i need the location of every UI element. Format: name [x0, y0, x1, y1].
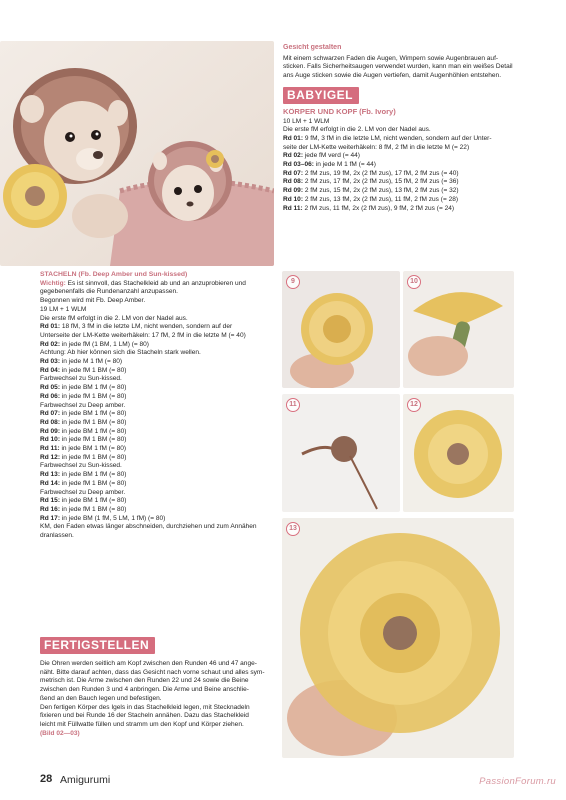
step-number-badge: 9	[286, 275, 300, 289]
round-line	[283, 135, 558, 144]
intro-line: Die erste fM erfolgt in die 2. LM von der Nadel aus.	[283, 126, 431, 134]
babyigel-banner: BABYIGEL	[283, 87, 359, 104]
round-label: Rd 02:	[40, 340, 61, 348]
fertig-line: näht. Bitte darauf achten, dass das Gesicht nach vorne schaut und alles sym-	[40, 668, 265, 676]
stacheln-line	[40, 480, 272, 489]
fertig-line: Die Ohren werden seitlich am Kopf zwischen den Runden 46 und 47 ange-	[40, 660, 257, 667]
stacheln-line	[40, 436, 272, 445]
step-number-badge: 11	[286, 398, 300, 412]
stacheln-line	[40, 297, 272, 306]
line-text: in jede fM 1 BM (= 80)	[60, 479, 127, 487]
step-photo-10	[403, 271, 514, 388]
stacheln-line	[40, 506, 272, 515]
step-photo-13	[282, 518, 514, 758]
warn-label: Wichtig:	[40, 279, 66, 287]
round-text: 2 fM zus, 15 fM, 2x (2 fM zus), 13 fM, 2 fM zus (= 32)	[303, 187, 459, 195]
stacheln-line	[40, 515, 272, 524]
line-text: in jede fM 1 BM (= 80)	[60, 392, 127, 400]
stacheln-line	[40, 384, 272, 393]
stacheln-line	[40, 288, 272, 297]
line-text: 18 fM, 3 fM in die letzte LM, nicht wenden, sondern auf der	[60, 323, 233, 331]
hero-photo-illustration	[0, 41, 274, 266]
page-number: 28	[40, 773, 53, 785]
round-text: seite der LM-Kette weiterhäkeln: 8 fM, 2 fM in die letzte M (= 22)	[283, 143, 470, 151]
stacheln-lines	[40, 288, 272, 540]
round-text: jede fM verd (= 44)	[303, 152, 360, 160]
stacheln-line	[40, 410, 272, 419]
watermark: PassionForum.ru	[479, 776, 556, 787]
face-line: Mit einem schwarzen Faden die Augen, Wimpern sowie Augenbrauen auf-	[283, 54, 499, 62]
face-line: sticken. Falls Sicherheitsaugen verwendet wurden, kann man ein weißes Detail	[283, 63, 513, 71]
line-text: dranlassen.	[40, 532, 74, 540]
line-text: Unterseite der LM-Kette weiterhäkeln: 17 fM, 2 fM in die letzte M (= 40)	[40, 331, 246, 339]
round-line	[283, 144, 558, 153]
line-text: Farbwechsel zu Sun-kissed.	[40, 375, 122, 383]
line-text: 19 LM + 1 WLM	[40, 305, 87, 313]
round-label: Rd 08:	[283, 178, 304, 186]
fertig-line: metrisch ist. Die Arme zwischen den Runden 22 und 24 sowie die Beine	[40, 677, 249, 685]
round-label: Rd 08:	[40, 418, 61, 426]
round-label: Rd 15:	[40, 497, 61, 505]
stacheln-line	[40, 349, 272, 358]
line-text: Die erste fM erfolgt in die 2. LM von der Nadel aus.	[40, 314, 188, 322]
stacheln-section	[40, 271, 272, 541]
line-text: in jede BM 1 fM (= 80)	[60, 427, 127, 435]
hero-photo-hedgehogs	[0, 41, 274, 266]
line-text: in jede BM 1 fM (= 80)	[60, 471, 127, 479]
fertig-line: fixieren und bei Runde 16 der Stacheln annähen. Dazu das Stachelkleid	[40, 712, 249, 720]
step-9-illustration	[282, 271, 400, 388]
warn-text: Es ist sinnvoll, das Stachelkleid ab und an anzuprobieren und	[65, 279, 246, 287]
stacheln-line	[40, 367, 272, 376]
round-text: 2 fM zus, 19 fM, 2x (2 fM zus), 17 fM, 2 fM zus (= 40)	[303, 169, 459, 177]
stacheln-line	[40, 393, 272, 402]
fertig-line: ßend an den Bauch legen und befestigen.	[40, 694, 162, 702]
round-text: 2 fM zus, 13 fM, 2x (2 fM zus), 11 fM, 2 fM zus (= 28)	[303, 195, 459, 203]
round-label: Rd 17:	[40, 514, 61, 522]
round-line	[283, 170, 558, 179]
round-label: Rd 11:	[40, 445, 60, 453]
step-photo-9	[282, 271, 400, 388]
fertig-line: zwischen den Runden 3 und 4 anbringen. Die Arme und Beine anschlie-	[40, 686, 249, 694]
round-line	[283, 187, 558, 196]
round-label: Rd 02:	[283, 152, 304, 160]
line-text: Farbwechsel zu Deep amber.	[40, 401, 126, 409]
line-text: in jede BM 1 fM (= 80)	[60, 410, 127, 418]
round-label: Rd 11:	[283, 204, 303, 212]
stacheln-line	[40, 375, 272, 384]
round-line	[283, 161, 558, 170]
fertig-line: Den fertigen Körper des Igels in das Stachelkleid legen, mit Stecknadeln	[40, 703, 250, 711]
round-label: Rd 01:	[40, 323, 61, 331]
fertigstellen-section	[40, 637, 272, 738]
round-label: Rd 03–06:	[283, 161, 314, 169]
subheading-color: (Fb. Ivory)	[359, 107, 396, 116]
round-line	[283, 196, 558, 205]
round-text: 9 fM, 3 fM in die letzte LM, nicht wenden, sondern auf der Unter-	[303, 134, 492, 142]
step-number-badge: 13	[286, 522, 300, 536]
line-text: in jede fM (1 BM, 1 LM) (= 80)	[60, 340, 149, 348]
stacheln-line	[40, 323, 272, 332]
round-text: 2 fM zus, 17 fM, 2x (2 fM zus), 15 fM, 2 fM zus (= 36)	[303, 178, 459, 186]
step-13-illustration	[282, 518, 514, 758]
fertigstellen-banner: FERTIGSTELLEN	[40, 637, 155, 654]
step-12-illustration	[403, 394, 514, 512]
round-label: Rd 14:	[40, 479, 61, 487]
round-label: Rd 10:	[40, 436, 61, 444]
stacheln-line	[40, 358, 272, 367]
right-top-text	[283, 44, 558, 213]
line-text: in jede M 1 fM (= 80)	[60, 358, 123, 366]
line-text: in jede BM (1 fM, 5 LM, 1 fM) (= 80)	[60, 514, 166, 522]
stacheln-line	[40, 332, 272, 341]
step-11-illustration	[282, 394, 400, 512]
line-text: in jede BM 1 fM (= 80)	[60, 384, 127, 392]
line-text: in jede fM 1 BM (= 80)	[60, 366, 127, 374]
step-number-badge: 12	[407, 398, 421, 412]
magazine-name: Amigurumi	[60, 774, 111, 786]
round-label: Rd 09:	[40, 427, 61, 435]
round-label: Rd 05:	[40, 384, 61, 392]
line-text: in jede BM 1 fM (= 80)	[60, 497, 127, 505]
warn-line	[40, 280, 272, 289]
round-label: Rd 01:	[283, 134, 304, 142]
stacheln-line	[40, 306, 272, 315]
line-text: in jede BM 1 fM (= 80)	[59, 445, 127, 453]
stacheln-line	[40, 471, 272, 480]
round-label: Rd 06:	[40, 392, 61, 400]
line-text: in jede fM 1 BM (= 80)	[60, 436, 127, 444]
round-label: Rd 13:	[40, 471, 61, 479]
round-label: Rd 10:	[283, 195, 304, 203]
stacheln-line	[40, 489, 272, 498]
stacheln-heading: STACHELN (Fb. Deep Amber und Sun-kissed)	[40, 271, 188, 278]
stacheln-line	[40, 454, 272, 463]
round-label: Rd 16:	[40, 505, 61, 513]
round-line	[283, 205, 558, 214]
stacheln-line	[40, 341, 272, 350]
picture-reference: (Bild 02—03)	[40, 729, 80, 737]
round-label: Rd 07:	[40, 410, 61, 418]
step-10-illustration	[403, 271, 514, 388]
round-label: Rd 09:	[283, 187, 304, 195]
line-text: Achtung: Ab hier können sich die Stacheln stark wellen.	[40, 349, 201, 357]
line-text: Farbwechsel zu Sun-kissed.	[40, 462, 122, 470]
line-text: gegebenenfalls die Rundenanzahl anzupassen.	[40, 288, 178, 296]
step-photo-12	[403, 394, 514, 512]
stacheln-line	[40, 523, 272, 532]
stacheln-line	[40, 532, 272, 541]
line-text: Farbwechsel zu Deep amber.	[40, 488, 126, 496]
stacheln-line	[40, 419, 272, 428]
line-text: in jede fM 1 BM (= 80)	[60, 418, 127, 426]
round-label: Rd 12:	[40, 453, 61, 461]
line-text: in jede fM 1 BM (= 80)	[60, 453, 127, 461]
step-photo-11	[282, 394, 400, 512]
body-head-subheading	[283, 108, 558, 118]
stacheln-line	[40, 315, 272, 324]
subheading-text: KÖRPER UND KOPF	[283, 107, 358, 116]
round-label: Rd 07:	[283, 169, 304, 177]
line-text: Begonnen wird mit Fb. Deep Amber.	[40, 297, 146, 305]
round-text: in jede M 1 fM (= 44)	[313, 161, 376, 169]
fertig-line: leicht mit Füllwatte füllen und stramm um den Kopf und Körper ziehen.	[40, 720, 244, 728]
step-number-badge: 10	[407, 275, 421, 289]
stacheln-line	[40, 428, 272, 437]
line-text: in jede fM 1 BM (= 80)	[60, 505, 127, 513]
stacheln-line	[40, 462, 272, 471]
intro-line: 10 LM + 1 WLM	[283, 117, 330, 125]
round-line	[283, 152, 558, 161]
round-text: 2 fM zus, 11 fM, 2x (2 fM zus), 9 fM, 2 fM zus (= 24)	[302, 204, 455, 212]
stacheln-line	[40, 402, 272, 411]
round-line	[283, 178, 558, 187]
round-label: Rd 04:	[40, 366, 61, 374]
face-line: ans Auge sticken sowie die Augen vertiefen, damit Augenhöhlen entstehen.	[283, 72, 502, 80]
face-heading: Gesicht gestalten	[283, 44, 342, 51]
line-text: KM, den Faden etwas länger abschneiden, durchziehen und zum Annähen	[40, 523, 257, 531]
round-label: Rd 03:	[40, 358, 61, 366]
stacheln-line	[40, 497, 272, 506]
stacheln-line	[40, 445, 272, 454]
